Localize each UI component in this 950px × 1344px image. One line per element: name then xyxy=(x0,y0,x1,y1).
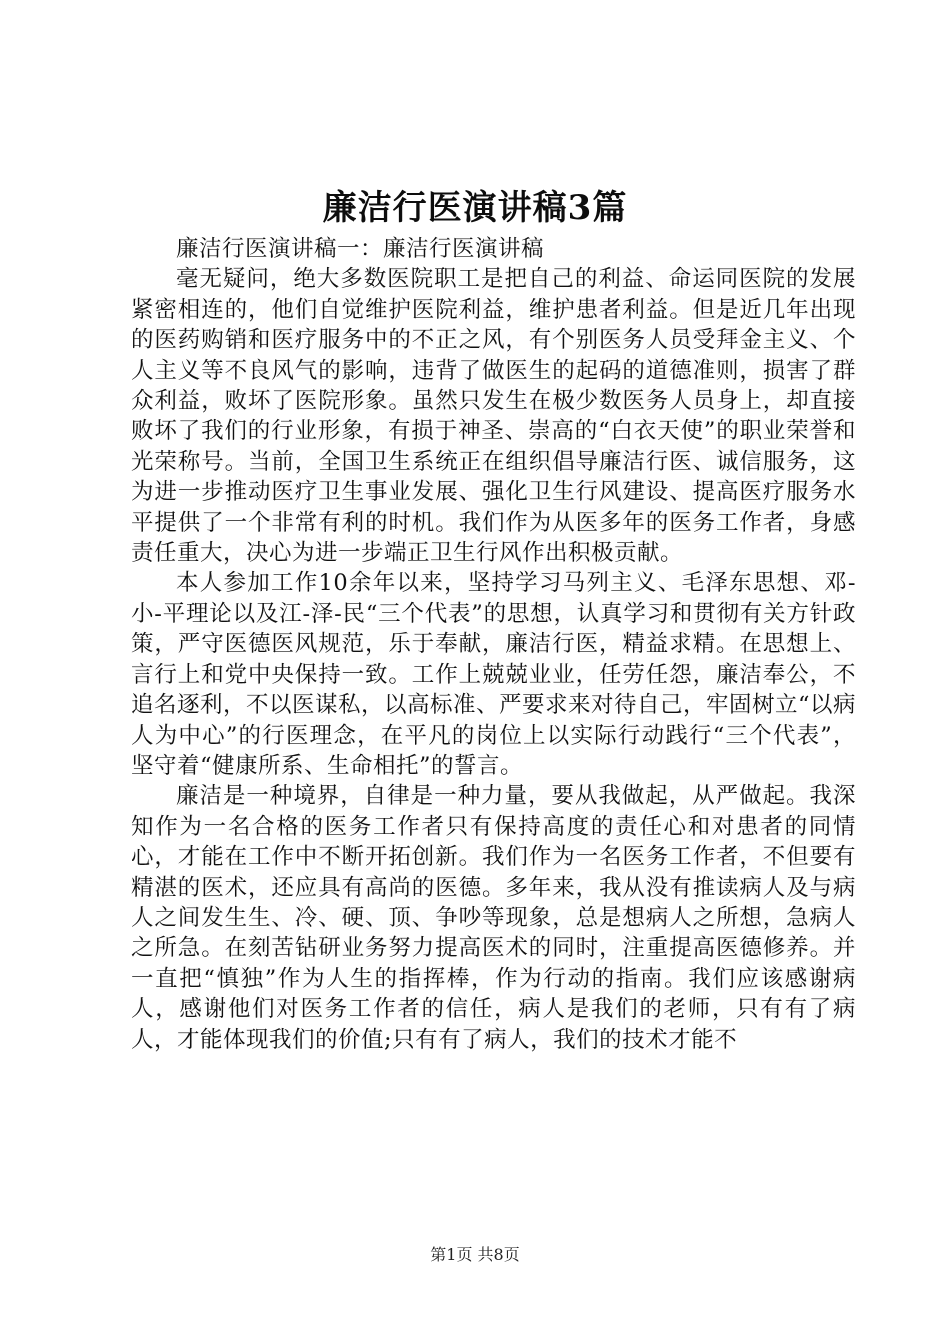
body-paragraph-3: 廉洁是一种境界，自律是一种力量，要从我做起，从严做起。我深知作为一名合格的医务工作者只有保持高度的责任心和对患者的同情心，才能在工作中不断开拓创新。我们作为一名医务工作者，不但要有精湛的医术，还应具有高尚的医德。多年来，我从没有推读病人及与病人之间发生生、冷、硬、顶、争吵等现象，总是想病人之所想，急病人之所急。在刻苦钻研业务努力提高医术的同时，注重提高医德修养。并一直把“慎独”作为人生的指挥棒，作为行动的指南。我们应该感谢病人，感谢他们对医务工作者的信任，病人是我们的老师，只有有了病人，才能体现我们的价值;只有有了病人，我们的技术才能不 xyxy=(131,783,856,1053)
document-body xyxy=(131,234,856,1055)
body-paragraph-1: 毫无疑问，绝大多数医院职工是把自己的利益、命运同医院的发展紧密相连的，他们自觉维护医院利益，维护患者利益。但是近几年出现的医药购销和医疗服务中的不正之风，有个别医务人员受拜金主义、个人主义等不良风气的影响，违背了做医生的起码的道德准则，损害了群众利益，败坏了医院形象。虽然只发生在极少数医务人员身上，却直接败坏了我们的行业形象，有损于神圣、崇高的“白衣天使”的职业荣誉和光荣称号。当前，全国卫生系统正在组织倡导廉洁行医、诚信服务，这为进一步推动医疗卫生事业发展、强化卫生行风建设、提高医疗服务水平提供了一个非常有利的时机。我们作为从医多年的医务工作者，身感责任重大，决心为进一步端正卫生行风作出积极贡献。 xyxy=(131,266,856,567)
page-footer: 第1页 共8页 xyxy=(430,1245,520,1264)
subtitle-paragraph: 廉洁行医演讲稿一：廉洁行医演讲稿 xyxy=(176,236,545,262)
body-paragraph-2: 本人参加工作10余年以来，坚持学习马列主义、毛泽东思想、邓-小-平理论以及江-泽-民“三个代表”的思想，认真学习和贯彻有关方针政策，严守医德医风规范，乐于奉献，廉洁行医，精益求精。在思想上、言行上和党中央保持一致。工作上兢兢业业，任劳任怨，廉洁奉公，不追名逐利，不以医谋私，以高标准、严要求来对待自己，牢固树立“以病人为中心”的行医理念，在平凡的岗位上以实际行动践行“三个代表”，坚守着“健康所系、生命相托”的誓言。 xyxy=(131,570,857,779)
document-title: 廉洁行医演讲稿3篇 xyxy=(322,188,628,228)
